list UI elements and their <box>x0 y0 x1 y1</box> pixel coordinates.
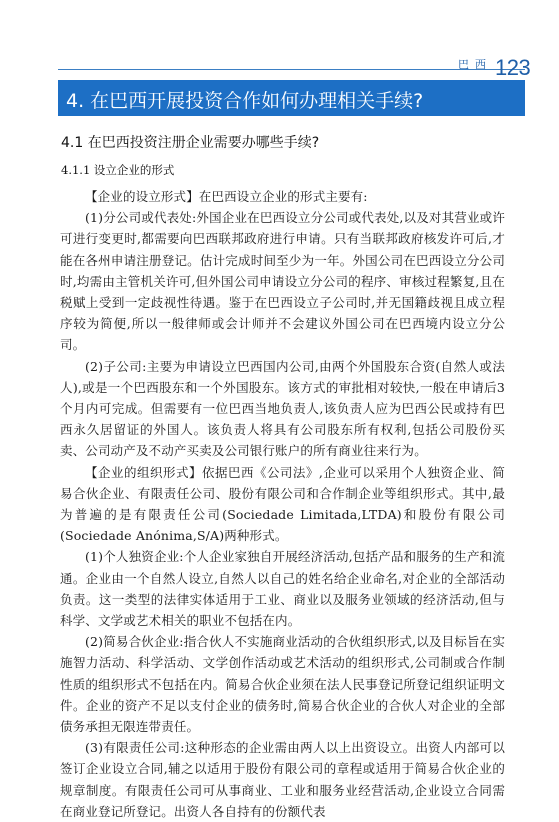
paragraph-sole-proprietorship: (1)个人独资企业:个人企业家独自开展经济活动,包括产品和服务的生产和流通。企业由一个自然人设立,自然人以自己的姓名给企业命名,对企业的全部活动负责。这一类型的法律实体适用于工业、商业以及服务业领域的经济活动,但与科学、文学或艺术相关的职业不包括在内。 <box>60 549 505 629</box>
body-text <box>60 186 505 822</box>
page-number: 123 <box>495 55 531 80</box>
paragraph-establishment-forms: 【企业的设立形式】在巴西设立企业的形式主要有: <box>85 189 368 204</box>
paragraph-subsidiary: (2)子公司:主要为申请设立巴西国内公司,由两个外国股东合资(自然人或法人),或是一个巴西股东和一个外国股东。该方式的审批相对较快,一般在申请后3个月内可完成。但需要有一位巴西当地负责人,该负责人应为巴西公民或持有巴西永久居留证的外国人。该负责人将具有公司股东所有权利,包括公司股份买卖、公司动产及不动产买卖及公司银行账户的所有商业往来行为。 <box>60 358 505 459</box>
paragraph-branch-office: (1)分公司或代表处:外国企业在巴西设立分公司或代表处,以及对其营业或许可进行变更时,都需要向巴西联邦政府进行申请。只有当联邦政府核发许可后,才能在各州申请注册登记。估计完成时间至少为一年。外国公司在巴西设立分公司时,均需由主管机关许可,但外国公司申请设立分公司的程序、审核过程繁复,且在税赋上受到一定歧视性待遇。鉴于在巴西设立子公司时,并无国籍歧视且成立程序较为简便,所以一般律师或会计师并不会建议外国公司在巴西境内设立分公司。 <box>60 210 505 353</box>
paragraph-simple-partnership: (2)简易合伙企业:指合伙人不实施商业活动的合伙组织形式,以及目标旨在实施智力活动、科学活动、文学创作活动或艺术活动的组织形式,公司制或合作制性质的组织形式不包括在内。简易合伙企业须在法人民事登记所登记组织证明文件。企业的资产不足以支付企业的债务时,简易合伙企业的合伙人对企业的全部债务承担无限连带责任。 <box>60 634 505 735</box>
paragraph-limited-liability: (3)有限责任公司:这种形态的企业需由两人以上出资设立。出资人内部可以签订企业设立合同,辅之以适用于股份有限公司的章程或适用于简易合伙企业的规章制度。有限责任公司可从事商业、工业和服务业经营活动,企业设立合同需在商业登记所登记。出资人各自持有的份额代表 <box>60 740 505 819</box>
subsection-title: 4.1.1 设立企业的形式 <box>61 163 175 177</box>
chapter-title: 4. 在巴西开展投资合作如何办理相关手续? <box>66 90 424 112</box>
page-header <box>0 0 559 80</box>
header-country: 巴西 <box>458 58 492 71</box>
section-title: 4.1 在巴西投资注册企业需要办哪些手续? <box>61 135 320 151</box>
paragraph-organizational-forms: 【企业的组织形式】依据巴西《公司法》,企业可以采用个人独资企业、简易合伙企业、有限责任公司、股份有限公司和合作制企业等组织形式。其中,最为普遍的是有限责任公司(Sociedade Limitada,LTDA)和股份有限公司(Sociedade Anónima,S/A)两种形式。 <box>60 464 505 544</box>
header-divider <box>58 69 525 70</box>
